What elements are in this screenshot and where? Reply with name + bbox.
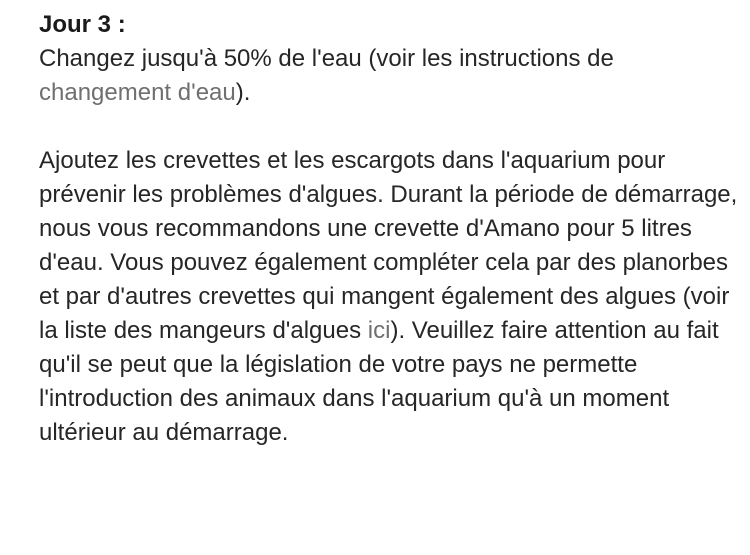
paragraph-text: ). Veuillez faire attention au fait qu'il se peut que la législation de votre pays ne permette l'introduction des animaux dans l'aquarium qu'à un moment ultérieur au démarrage.: [39, 317, 719, 446]
section-heading: Jour 3 :: [39, 11, 126, 38]
paragraph-text: Ajoutez les crevettes et les escargots dans l'aquarium pour prévenir les problèmes d'algues. Durant la période de démarrage, nous vous recommandons une crevette d'Amano pour 5 litres d'eau. Vous pouvez également compléter cela par des planorbes et par d'autres crevettes qui mangent également des algues (voir la liste des mangeurs d'algues: [39, 147, 738, 344]
paragraph-text: ).: [235, 79, 251, 106]
paragraph-text: Changez jusqu'à 50% de l'eau (voir les instructions de: [39, 45, 614, 72]
paragraph-water-change: [39, 42, 739, 110]
water-change-link[interactable]: changement d'eau: [39, 79, 236, 106]
article-section: [39, 8, 739, 450]
algae-eaters-link[interactable]: ici: [367, 317, 391, 344]
paragraph-shrimps-snails: [39, 144, 739, 450]
